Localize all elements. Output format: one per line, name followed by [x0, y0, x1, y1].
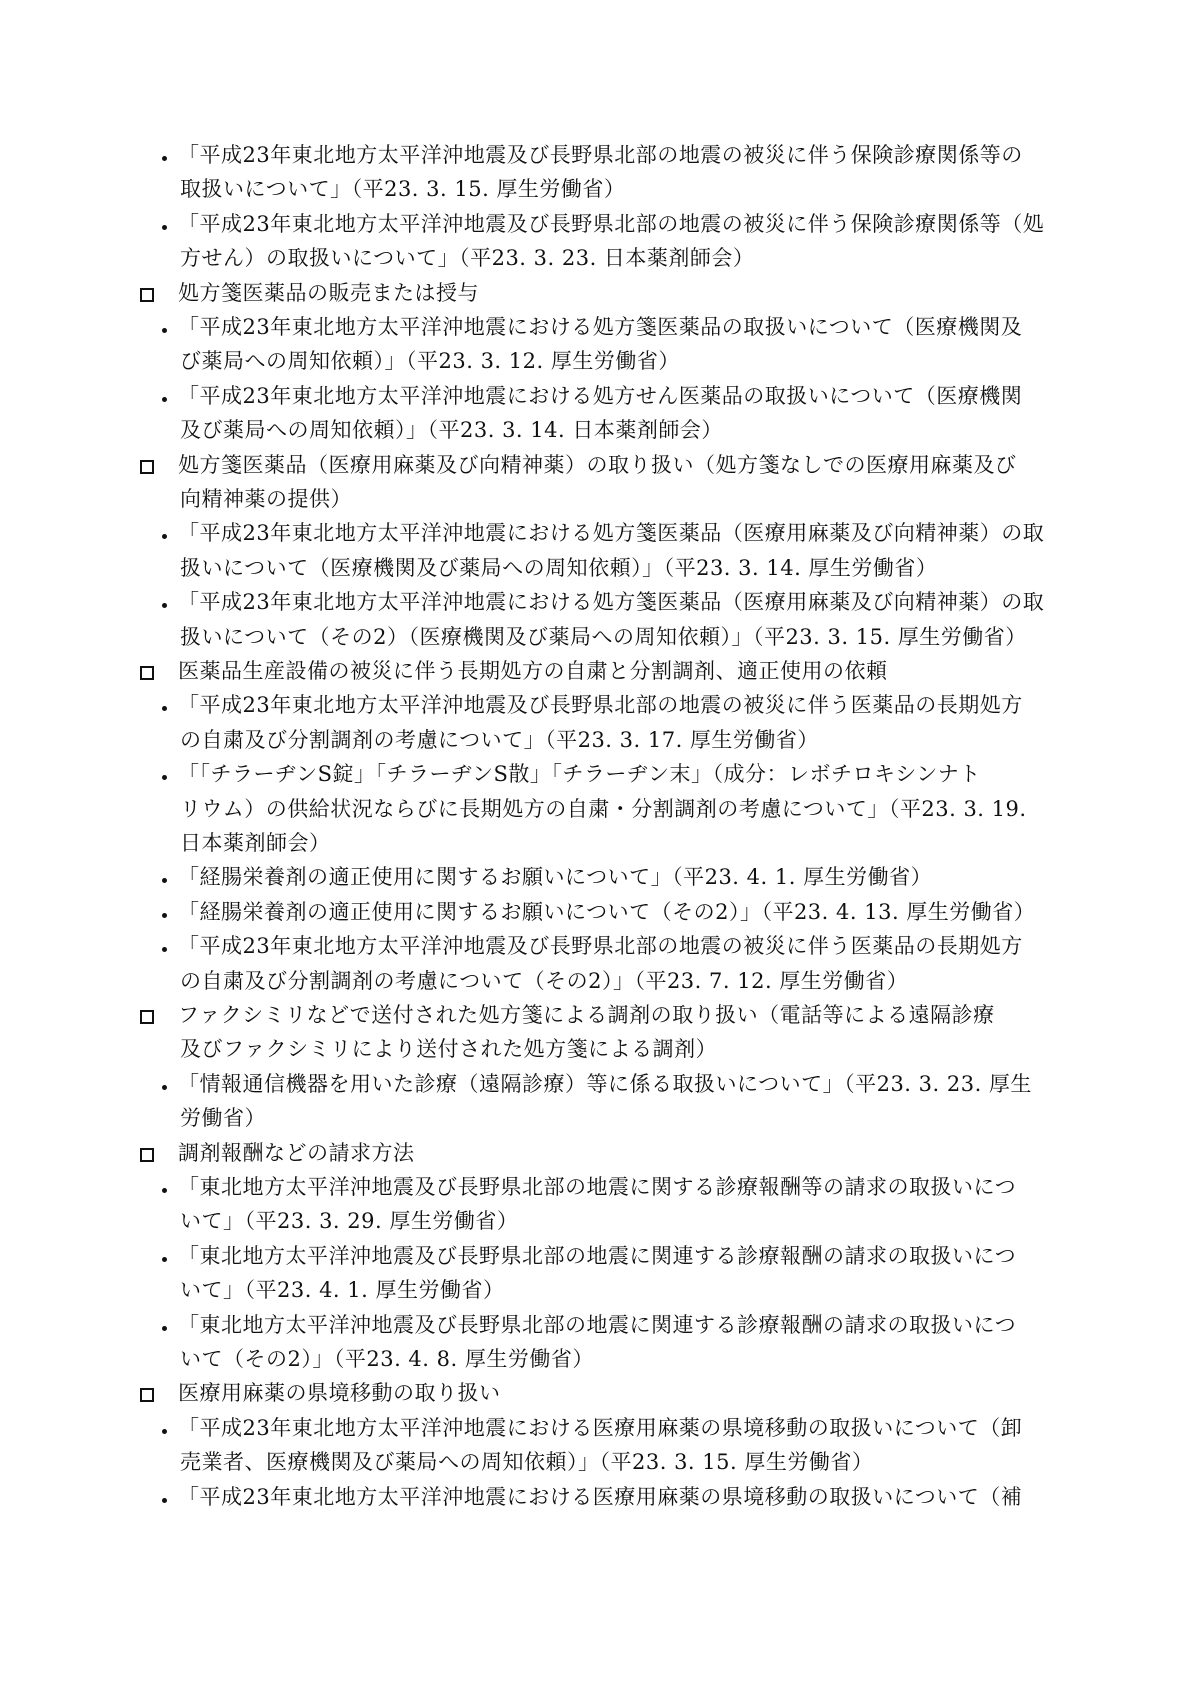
list-item-line: 「平成23年東北地方太平洋沖地震における処方箋医薬品の取扱いについて（医療機関及: [178, 315, 1023, 339]
list-item-line: いて」（平23. 4. 1. 厚生労働省）: [180, 1278, 505, 1303]
section-heading: 医薬品生産設備の被災に伴う長期処方の自粛と分割調剤、適正使用の依頼: [178, 659, 888, 683]
section-heading: 調剤報酬などの請求方法: [178, 1140, 415, 1165]
section-heading: 医療用麻薬の県境移動の取り扱い: [178, 1381, 501, 1406]
bullet-icon: [162, 1085, 167, 1090]
list-item-line: いて」（平23. 3. 29. 厚生労働省）: [180, 1209, 519, 1234]
bullet-icon: [162, 878, 167, 883]
section-heading: 処方箋医薬品の販売または授与: [178, 280, 479, 305]
list-item-line: 「平成23年東北地方太平洋沖地震における処方せん医薬品の取扱いについて（医療機関: [178, 383, 1023, 408]
list-item-line: 及び薬局への周知依頼）」（平23. 3. 14. 日本薬剤師会）: [180, 418, 723, 443]
bullet-icon: [162, 1429, 167, 1434]
bullet-icon: [162, 1188, 167, 1193]
bullet-icon: [162, 1326, 167, 1331]
bullet-icon: [162, 706, 167, 711]
section-checkbox-icon: [140, 288, 154, 302]
bullet-icon: [162, 947, 167, 952]
section-checkbox-icon: [140, 1148, 154, 1162]
list-item-line: 「平成23年東北地方太平洋沖地震における医療用麻薬の県境移動の取扱いについて（補: [178, 1484, 1023, 1509]
bullet-icon: [162, 913, 167, 918]
list-item-line: 「平成23年東北地方太平洋沖地震及び長野県北部の地震の被災に伴う保険診療関係等の: [178, 143, 1023, 167]
list-item-line: 「平成23年東北地方太平洋沖地震における処方箋医薬品（医療用麻薬及び向精神薬）の取: [178, 590, 1045, 615]
bullet-icon: [162, 775, 167, 780]
section-heading: 処方箋医薬品（医療用麻薬及び向精神薬）の取り扱い（処方箋なしでの医療用麻薬及び: [178, 452, 1017, 477]
section-checkbox-icon: [140, 1388, 154, 1402]
list-item-line: リウム）の供給状況ならびに長期処方の自粛・分割調剤の考慮について」（平23. 3. 19.: [180, 796, 1027, 821]
list-item-line: の自粛及び分割調剤の考慮について（その2）」（平23. 7. 12. 厚生労働省）: [180, 968, 909, 993]
section-heading: 向精神薬の提供）: [180, 487, 352, 511]
section-heading: ファクシミリなどで送付された処方箋による調剤の取り扱い（電話等による遠隔診療: [178, 1003, 995, 1027]
list-item-line: いて（その2）」（平23. 4. 8. 厚生労働省）: [180, 1347, 594, 1371]
list-item-line: 「平成23年東北地方太平洋沖地震における医療用麻薬の県境移動の取扱いについて（卸: [178, 1415, 1023, 1440]
list-item-line: の自粛及び分割調剤の考慮について」（平23. 3. 17. 厚生労働省）: [180, 727, 819, 752]
list-item-line: 扱いについて（その2）（医療機関及び薬局への周知依頼）」（平23. 3. 15. 厚生労働省）: [180, 624, 1027, 649]
section-heading: 及びファクシミリにより送付された処方箋による調剤）: [180, 1037, 718, 1062]
list-item-line: 方せん）の取扱いについて」（平23. 3. 23. 日本薬剤師会）: [180, 246, 755, 271]
list-item-line: 日本薬剤師会）: [180, 831, 331, 855]
bullet-icon: [162, 156, 167, 161]
list-item-line: 「平成23年東北地方太平洋沖地震及び長野県北部の地震の被災に伴う医薬品の長期処方: [178, 934, 1023, 959]
list-item-line: び薬局への周知依頼）」（平23. 3. 12. 厚生労働省）: [180, 349, 680, 374]
list-item-line: 労働省）: [180, 1106, 266, 1131]
list-item-line: 「東北地方太平洋沖地震及び長野県北部の地震に関する診療報酬等の請求の取扱いにつ: [178, 1175, 1017, 1199]
list-item-line: 「経腸栄養剤の適正使用に関するお願いについて（その2）」（平23. 4. 13. 厚生労働省）: [178, 899, 1036, 924]
bullet-icon: [162, 534, 167, 539]
list-item-line: 「経腸栄養剤の適正使用に関するお願いについて」（平23. 4. 1. 厚生労働省）: [178, 865, 933, 890]
bullet-icon: [162, 225, 167, 230]
bullet-icon: [162, 603, 167, 608]
section-checkbox-icon: [140, 460, 154, 474]
list-item-line: 「情報通信機器を用いた診療（遠隔診療）等に係る取扱いについて」（平23. 3. 23. 厚生: [178, 1071, 1032, 1096]
bullet-icon: [162, 1498, 167, 1503]
list-item-line: 「東北地方太平洋沖地震及び長野県北部の地震に関連する診療報酬の請求の取扱いにつ: [178, 1243, 1017, 1268]
list-item-line: 「平成23年東北地方太平洋沖地震における処方箋医薬品（医療用麻薬及び向精神薬）の取: [178, 521, 1045, 546]
section-checkbox-icon: [140, 666, 154, 680]
bullet-icon: [162, 397, 167, 402]
list-item-line: 扱いについて（医療機関及び薬局への周知依頼）」（平23. 3. 14. 厚生労働省）: [180, 555, 938, 580]
bullet-icon: [162, 328, 167, 333]
list-item-line: 「東北地方太平洋沖地震及び長野県北部の地震に関連する診療報酬の請求の取扱いにつ: [178, 1312, 1017, 1337]
section-checkbox-icon: [140, 1010, 154, 1024]
list-item-line: 「平成23年東北地方太平洋沖地震及び長野県北部の地震の被災に伴う保険診療関係等（処: [178, 211, 1045, 236]
list-item-line: 売業者、医療機関及び薬局への周知依頼）」（平23. 3. 15. 厚生労働省）: [180, 1450, 874, 1475]
bullet-icon: [162, 1257, 167, 1262]
list-item-line: 「「チラーヂンS錠」「チラーヂンS散」「チラーヂン末」（成分：レボチロキシンナト: [178, 762, 981, 787]
list-item-line: 「平成23年東北地方太平洋沖地震及び長野県北部の地震の被災に伴う医薬品の長期処方: [178, 693, 1023, 718]
list-item-line: 取扱いについて」（平23. 3. 15. 厚生労働省）: [180, 177, 626, 202]
